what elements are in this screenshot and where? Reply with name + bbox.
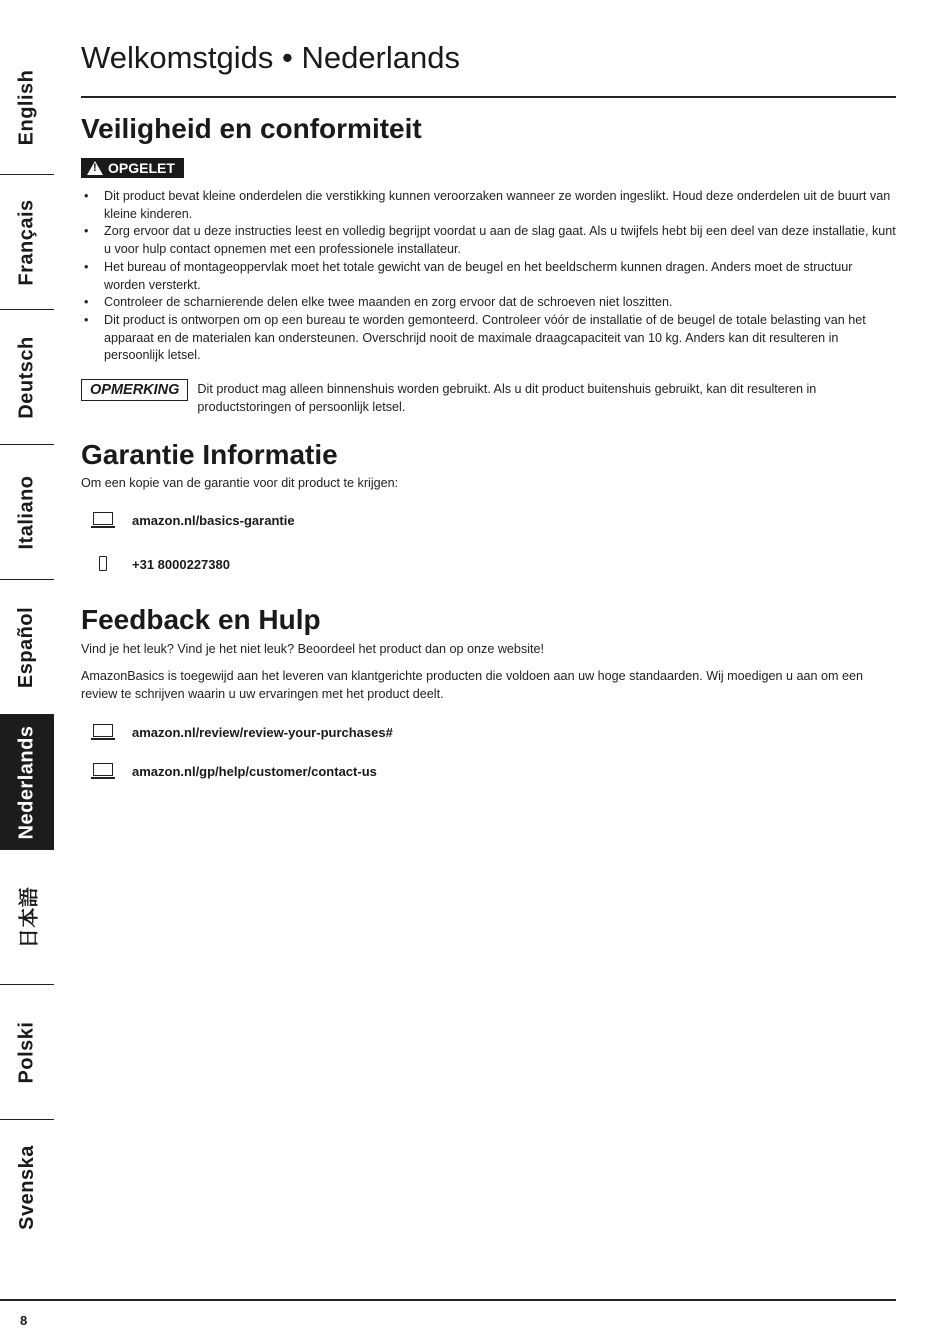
- lang-tab-label: 日本語: [18, 886, 41, 948]
- lang-tab-english[interactable]: [0, 40, 54, 175]
- warranty-link[interactable]: amazon.nl/basics-garantie: [132, 512, 295, 528]
- lang-tab-label: English: [15, 69, 38, 145]
- lang-tab-polski[interactable]: [0, 985, 54, 1120]
- warranty-phone: +31 8000227380: [132, 556, 230, 572]
- feedback-line1: Vind je het leuk? Vind je het niet leuk? Beoordeel het product dan op onze website!: [81, 642, 545, 656]
- page-number: 8: [20, 1313, 28, 1328]
- warranty-phone-row: [91, 556, 230, 572]
- lang-tab-label: Italiano: [15, 474, 38, 550]
- lang-tab-nederlands[interactable]: [0, 715, 54, 850]
- feedback-heading: Feedback en Hulp: [81, 604, 321, 635]
- laptop-icon: [91, 512, 115, 528]
- list-item: • Zorg ervoor dat u deze instructies leest en volledig begrijpt voordat u aan de slag gaat. Als u twijfels hebt bij een deel van deze installatie, kunt u voor hulp contact opnemen met een professionele installateur.: [81, 223, 896, 258]
- phone-icon: [91, 556, 115, 572]
- page-title: Welkomstgids • Nederlands: [81, 40, 460, 75]
- note-text: Dit product mag alleen binnenshuis worden gebruikt. Als u dit product buitenshuis gebruikt, kan dit resulteren in productstoringen of persoonlijk letsel.: [197, 382, 817, 414]
- lang-tab-label: Svenska: [15, 1144, 38, 1230]
- feedback-line2: AmazonBasics is toegewijd aan het leveren van klantgerichte producten die voldoen aan uw hoge standaarden. Wij moedigen u aan om een review te schrijven waarin u uw ervaringen met het product deelt.: [81, 669, 864, 701]
- note-box: [81, 379, 896, 416]
- warranty-web-row: [91, 512, 295, 528]
- lang-tab-label: Français: [15, 198, 38, 286]
- lang-tab-label: Español: [15, 606, 38, 688]
- warning-badge: [81, 158, 184, 178]
- review-link[interactable]: amazon.nl/review/review-your-purchases#: [132, 724, 393, 740]
- lang-tab-label: Nederlands: [15, 725, 38, 839]
- safety-list: [81, 188, 896, 365]
- lang-tab-francais[interactable]: [0, 175, 54, 310]
- laptop-icon: [91, 724, 115, 740]
- contact-link[interactable]: amazon.nl/gp/help/customer/contact-us: [132, 763, 377, 779]
- lang-tab-svenska[interactable]: [0, 1120, 54, 1254]
- lang-tab-italiano[interactable]: [0, 445, 54, 580]
- safety-heading: Veiligheid en conformiteit: [81, 113, 422, 144]
- list-item: • Controleer de scharnierende delen elke twee maanden en zorg ervoor dat de schroeven niet loszitten.: [81, 294, 896, 312]
- lang-tab-japanese[interactable]: [0, 850, 54, 985]
- lang-tab-label: Deutsch: [15, 335, 38, 419]
- warranty-intro: Om een kopie van de garantie voor dit product te krijgen:: [81, 476, 399, 490]
- contact-link-row: [91, 763, 377, 779]
- lang-tab-deutsch[interactable]: [0, 310, 54, 445]
- lang-tab-label: Polski: [15, 1021, 38, 1083]
- lang-tab-espanol[interactable]: [0, 580, 54, 715]
- list-item: • Het bureau of montageoppervlak moet het totale gewicht van de beugel en het beeldscherm kunnen dragen. Anders moet de structuur worden versterkt.: [81, 259, 896, 294]
- footer-divider: [0, 1299, 896, 1301]
- list-item: • Dit product is ontworpen om op een bureau te worden gemonteerd. Controleer vóór de installatie of de beugel de totale belasting van het apparaat en de materialen kan ondersteunen. Overschrijd nooit de maximale draagcapaciteit van 10 kg. Anders kan dit resulteren in persoonlijk letsel.: [81, 312, 896, 365]
- note-label: OPMERKING: [81, 379, 188, 401]
- list-item: • Dit product bevat kleine onderdelen die verstikking kunnen veroorzaken wanneer ze worden ingeslikt. Houd deze onderdelen uit de buurt van kleine kinderen.: [81, 188, 896, 223]
- warranty-heading: Garantie Informatie: [81, 439, 338, 470]
- warning-triangle-icon: [87, 161, 103, 175]
- warning-label: OPGELET: [108, 160, 175, 176]
- title-divider: [81, 96, 896, 98]
- review-link-row: [91, 724, 393, 740]
- language-sidebar: [0, 40, 54, 1254]
- laptop-icon: [91, 763, 115, 779]
